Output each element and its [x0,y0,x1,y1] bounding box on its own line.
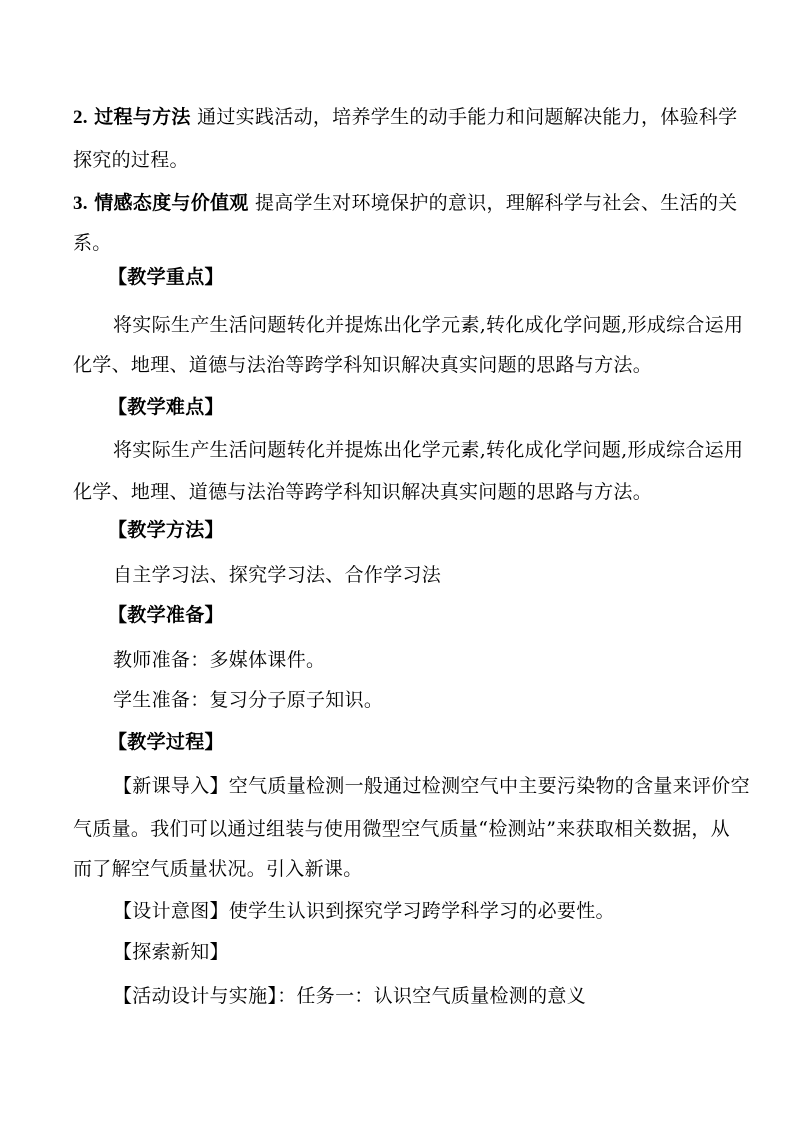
key-points-text-2: 化学、地理、道德与法治等跨学科知识解决真实问题的思路与方法。 [73,354,653,376]
objective-2-line-2: 探究的过程。 [73,149,189,171]
process-intro-3: 而了解空气质量状况。引入新课。 [73,858,363,880]
design-intent: 【设计意图】使学生认识到探究学习跨学科学习的必要性。 [113,900,615,922]
activity-task-1: 【活动设计与实施】：任务一：认识空气质量检测的意义 [113,985,587,1007]
key-points-text-1: 将实际生产生活问题转化并提炼出化学元素,转化成化学问题,形成综合运用 [113,314,744,336]
objective-3-number: 3. [73,193,88,214]
preparation-student: 学生准备：复习分子原子知识。 [113,689,384,711]
preparation-teacher: 教师准备：多媒体课件。 [113,649,326,671]
process-heading: 【教学过程】 [108,731,224,753]
explore-heading: 【探索新知】 [113,941,229,963]
difficulties-heading: 【教学难点】 [108,396,224,418]
difficulties-text-1: 将实际生产生活问题转化并提炼出化学元素,转化成化学问题,形成综合运用 [113,439,744,461]
objective-2-number: 2. [73,107,88,128]
objective-3-line-1 [73,191,794,216]
objective-3-text: 提高学生对环境保护的意识，理解科学与社会、生活的关 [254,192,738,214]
objective-2-text: 通过实践活动，培养学生的动手能力和问题解决能力，体验科学 [197,106,738,128]
methods-text: 自主学习法、探究学习法、合作学习法 [113,564,442,586]
objective-3-label: 情感态度与价值观 [94,192,249,214]
objective-2-label: 过程与方法 [94,106,191,128]
preparation-heading: 【教学准备】 [108,604,224,626]
difficulties-text-2: 化学、地理、道德与法治等跨学科知识解决真实问题的思路与方法。 [73,481,653,503]
process-intro-1: 【新课导入】空气质量检测一般通过检测空气中主要污染物的含量来评价空 [113,775,750,797]
process-intro-2: 气质量。我们可以通过组装与使用微型空气质量“检测站”来获取相关数据，从 [73,818,730,840]
key-points-heading: 【教学重点】 [108,266,224,288]
objective-2-line-1 [73,105,794,130]
objective-3-line-2: 系。 [73,232,112,254]
methods-heading: 【教学方法】 [108,519,224,541]
